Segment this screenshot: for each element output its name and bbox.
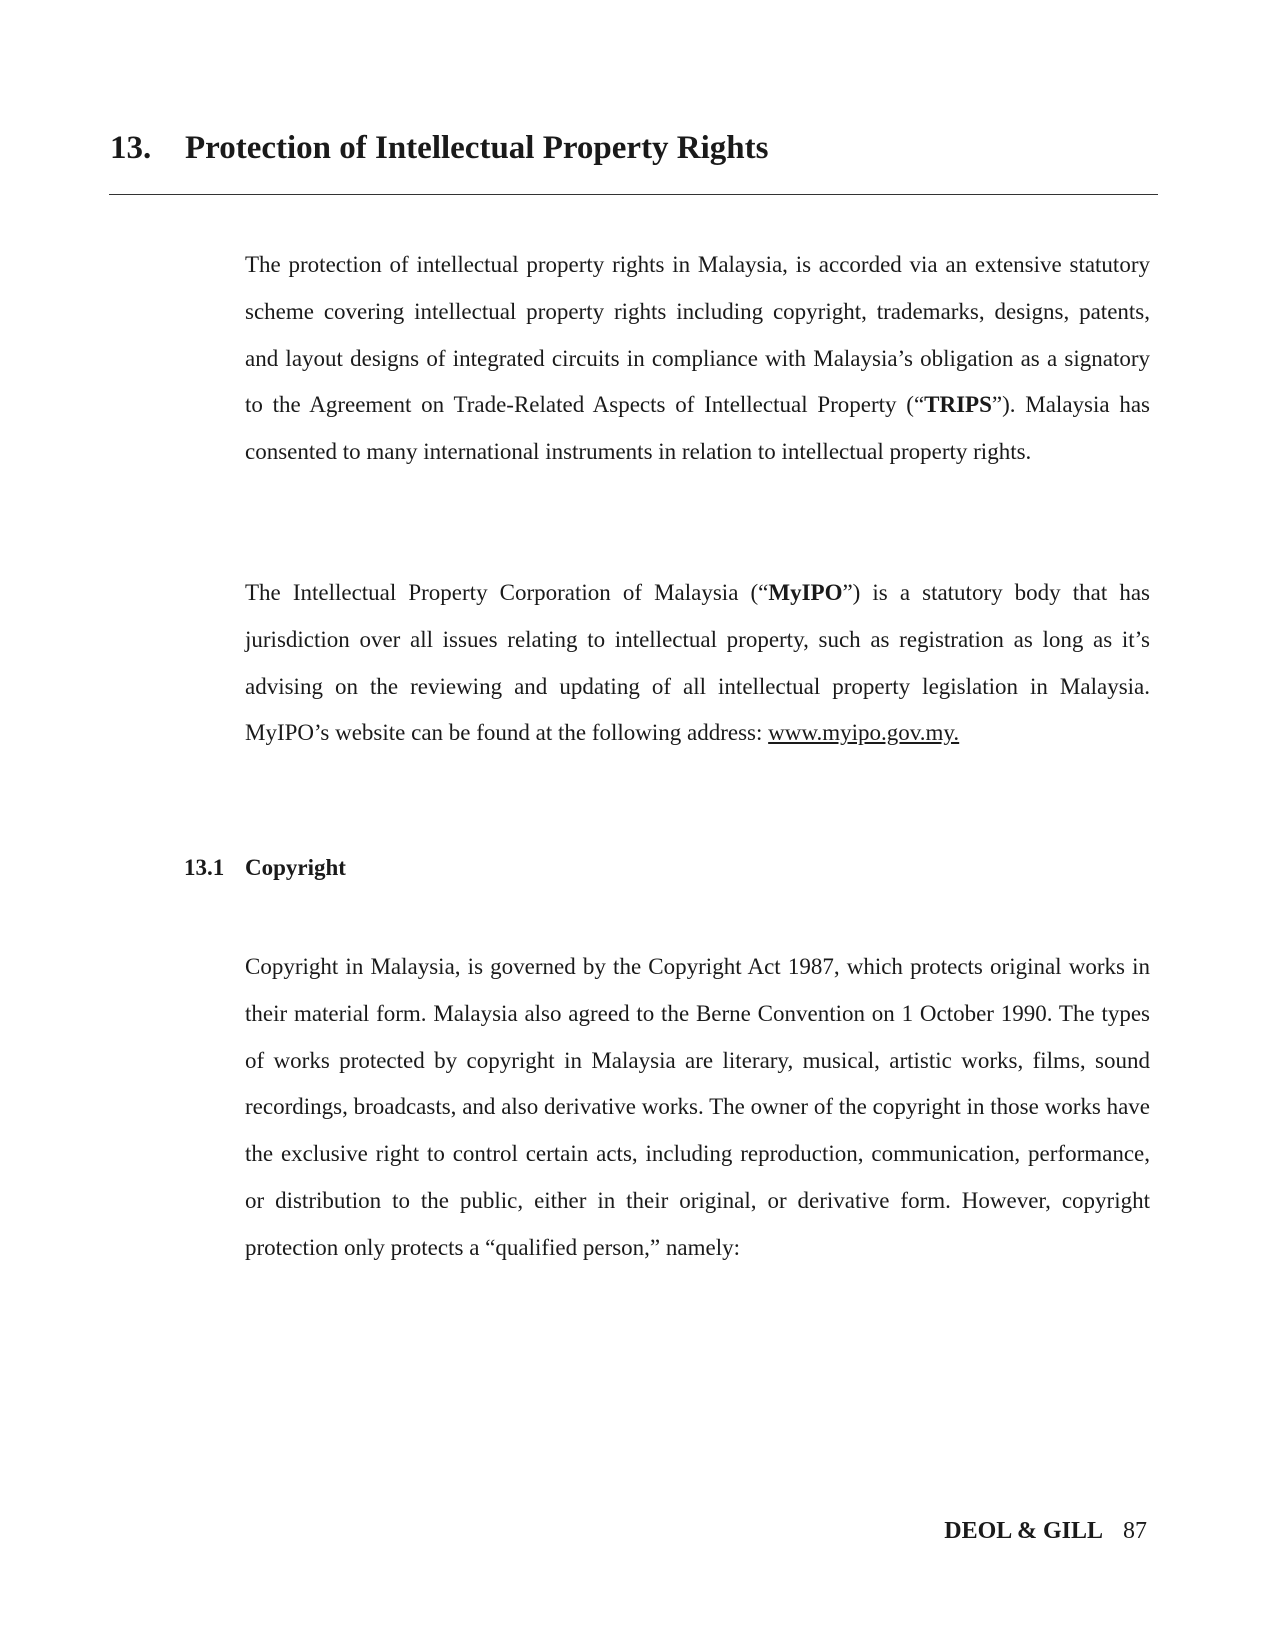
heading-divider: [109, 194, 1158, 195]
footer-brand: DEOL & GILL: [944, 1518, 1103, 1544]
defined-term-myipo: MyIPO: [768, 580, 843, 605]
section-number: 13.: [110, 130, 152, 166]
paragraph-text: ”). Malaysia has consented to many international instruments in relation to intellectual property rights.: [245, 392, 1150, 465]
paragraph-text: Copyright in Malaysia, is governed by the Copyright Act 1987, which protects original works in their material form. Malaysia also agreed to the Berne Convention on 1 October 1990. The types of works protected by copyright in Malaysia are literary, musical, artistic works, films, sound recordings, broadcasts, and also derivative works. The owner of the copyright in those works have the exclusive right to control certain acts, including reproduction, communication, performance, or distribution to the public, either in their original, or derivative form. However, copyright protection only protects a “qualified person,” namely:: [245, 954, 1150, 1260]
section-heading: [110, 130, 769, 167]
defined-term-trips: TRIPS: [924, 392, 992, 418]
paragraph-copyright: [245, 944, 1150, 1272]
page-number: 87: [1123, 1518, 1147, 1544]
subsection-heading: [184, 855, 346, 881]
paragraph-text: The Intellectual Property Corporation of Malaysia (“: [245, 580, 769, 605]
paragraph-trips: [245, 242, 1150, 476]
paragraph-text: ”) is a statutory body that has jurisdiction over all issues relating to intellectual property, such as registration as long as it’s advising on the reviewing and updating of all intellectual property legislation in Malaysia. MyIPO’s website can be found at the following address:: [245, 580, 1150, 746]
subsection-title: Copyright: [245, 855, 346, 880]
page-footer: [944, 1518, 1147, 1545]
paragraph-myipo: [245, 570, 1150, 757]
paragraph-text: The protection of intellectual property rights in Malaysia, is accorded via an extensive statutory scheme covering intellectual property rights including copyright, trademarks, designs, patents, and layout designs of integrated circuits in compliance with Malaysia’s obligation as a signatory to the Agreement on Trade-Related Aspects of Intellectual Property (“: [245, 252, 1150, 418]
subsection-number: 13.1: [184, 855, 225, 880]
myipo-website-link[interactable]: www.myipo.gov.my.: [768, 720, 960, 746]
section-title: Protection of Intellectual Property Rights: [185, 130, 769, 166]
